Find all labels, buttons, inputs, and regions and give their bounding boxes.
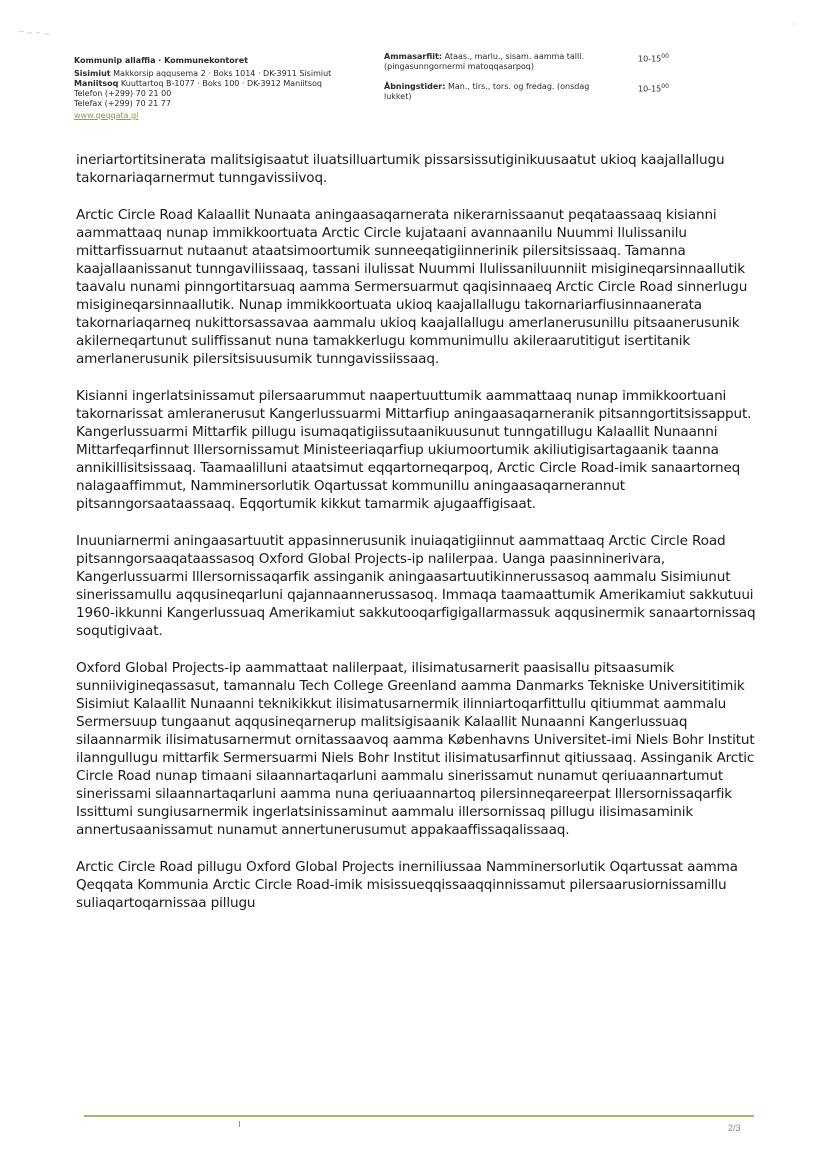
footer-tick-mark <box>239 1121 240 1127</box>
hours-da-time: $10-15^{00}$ <box>638 83 669 94</box>
scan-artifact-icon <box>18 28 58 36</box>
sisimiut-address-text: Makkorsip aqqusema 2 · Boks 1014 · DK-3911 Sisimiut <box>113 69 332 78</box>
hours-kl-text: Ataas., marlu., sisam. aamma talli. (pingasunngornermi matoqqasarpoq) <box>384 52 585 71</box>
maniitsoq-address-text: Kuuttartoq B-1077 · Boks 100 · DK-3912 Maniitsoq <box>120 79 322 88</box>
sisimiut-address <box>74 69 331 79</box>
maniitsoq-address <box>74 79 331 89</box>
letter-body <box>76 151 766 931</box>
maniitsoq-label: Maniitsoq <box>74 79 119 88</box>
body-paragraph: Oxford Global Projects-ip aammattaat nalilerpaat, ilisimatusarnerit paasisallu pitsaasumik sunniivigineqassasut, tamannalu Tech College Greenland aamma Danmarks Tekniske Universititimik Sisimiut Kalaallit Nunaanni teknikikkut ilisimatusarnermik ilinniartoqarfittullu qitiummat aammalu Sermersuup tungaanut aqqusineqarnerup malitsigisaanik Kalaallit Nunaanni Kangerlussuaq silaannarmik ilisimatusarnermut ornitassaavoq aamma Københavns Universitet-imi Niels Bohr Institut ilanngullugu mittarfik Sermersuarmi Niels Bohr Institut ilisimatusarfinnut qitiussaaq. Assinganik Arctic Circle Road nunap timaani silaannartaqarluni aammalu sinerissamut nunamut qeriuaannartumut sinerissami silaannartaqarluni aamma nuna qeriuaannartoq pilersinneqareerpat Illersornissaqarfik Issittumi sungiusarnermik ingerlatsinissaminut aammalu illersornissaq pillugu ilisimasaminik annertusaanissamut nunamut annertunerusumut appakaaffissaqalissaaq. <box>76 660 755 838</box>
footer-divider <box>84 1115 754 1117</box>
page-number: 2/3 <box>728 1123 741 1133</box>
body-paragraph: Kisianni ingerlatsinissamut pilersaarummut naapertuuttumik aammattaaq nunap immikkoortuani takornarissat amleranerusut Kangerlussuarmi Mittarfiup aningaasaqarneranik pitsanngortitsissapput. Kangerlussuarmi Mittarfik pillugu isumaqatigiissutaanikuusunut tunngatillugu Kalaallit Nunaanni Mittarfeqarfinnut Illersornissamut Ministeeriaqarfiup ukiumoortumik akiliutigisartagaanik taanna annikillisitsissaaq. Taamaalilluni ataatsimut eqqartorneqarpoq, Arctic Circle Road-imik sanaartorneq nalagaaffimmut, Namminersorlutik Oqartussat kommunillu aningaasaqarnerannut pitsanngorsaataassaaq. Eqqortumik kikkut tamarmik ajugaaffigisaat. <box>76 388 752 512</box>
opening-hours-greenlandic <box>384 52 684 72</box>
sisimiut-label: Sisimiut <box>74 69 111 78</box>
phone-number: Telefon (+299) 70 21 00 <box>74 89 172 98</box>
opening-hours <box>384 52 684 112</box>
body-paragraph: Arctic Circle Road pillugu Oxford Global Projects inerniliussaa Namminersorlutik Oqartussat aamma Qeqqata Kommunia Arctic Circle Road-imik misissueqqissaaqqinnissamut pilersaarusiornissamillu suliaqartoqarnissaa pillugu <box>76 859 738 911</box>
hours-da-text: Man., tirs., tors. og fredag. (onsdag lukket) <box>384 82 590 101</box>
hours-kl-label: Ammasarfiit: <box>384 52 443 61</box>
body-paragraph: ineriartortitsinerata malitsigisaatut iluatsilluartumik pissarsissutiginikuusaatut ukioq kaajallallugu takornariaqarnermut tunngavissiivoq. <box>76 152 725 186</box>
letterhead-contact <box>74 56 331 121</box>
body-paragraph: Arctic Circle Road Kalaallit Nunaata aningaasaqarnerata nikerarnissaanut peqataassaaq kisianni aammattaaq nunap immikkoortuata Arctic Circle kujataani avannaanilu Nuummi Ilulissanilu mittarfissuarnut nutaanut ataatsimoortumik sunneeqatigiinnerinik pilersitsissaaq. Tamanna kaajallaanissanut tunngaviliissaaq, tassani ilulissat Nuummi Ilulissaniluunniit misigineqarsinnaallutik taavalu nunami pinngortitarsuaq aamma Sermersuarmut qaqisinnaaeq Arctic Circle Road sinnerlugu misigineqarsinnaallutik. Nunap immikkoortuata ukioq kaajallallugu takornariarfiusinnaanerata takornariaqarneq nukittorsassavaa aammalu ukioq kaajallallugu amerlanerusunillu pitsaanerusunik akilerneqartunut suliffissanut nuna tamakkerlugu kommunimullu akileraarutitigut isertitanik amerlanerusunik pilersitsisuusumik tunngavissiissaaq. <box>76 207 748 367</box>
corner-mark: · <box>793 20 796 29</box>
hours-kl-time: $10-15^{00}$ <box>638 53 669 64</box>
hours-da-label: Åbningstider: <box>384 82 446 91</box>
body-paragraph: Inuuniarnermi aningaasartuutit appasinnerusunik inuiaqatigiinnut aammattaaq Arctic Circle Road pitsanngorsaaqataassasoq Oxford Global Projects-ip nalilerpaa. Uanga paasinninerivara, Kangerlussuarmi Illersornissaqarfik assinganik aningaasartuutikinnerussasoq aammalu Sisimiunut sinerissamullu aqqusineqarluni qajannaannerussasoq. Immaqa taamaattumik Amerikamiut sakkutuui 1960-ikkunni Kangerlussuaq Amerikamiut sakkutooqarfigigallarmassuk aqqusinermik sanaartornissaq soqutigivaat. <box>76 533 756 639</box>
opening-hours-danish <box>384 82 684 102</box>
fax-number: Telefax (+299) 70 21 77 <box>74 99 171 108</box>
website-link[interactable]: www.qeqqata.gl <box>74 111 139 120</box>
organization-name: Kommunip allaffia · Kommunekontoret <box>74 56 248 65</box>
